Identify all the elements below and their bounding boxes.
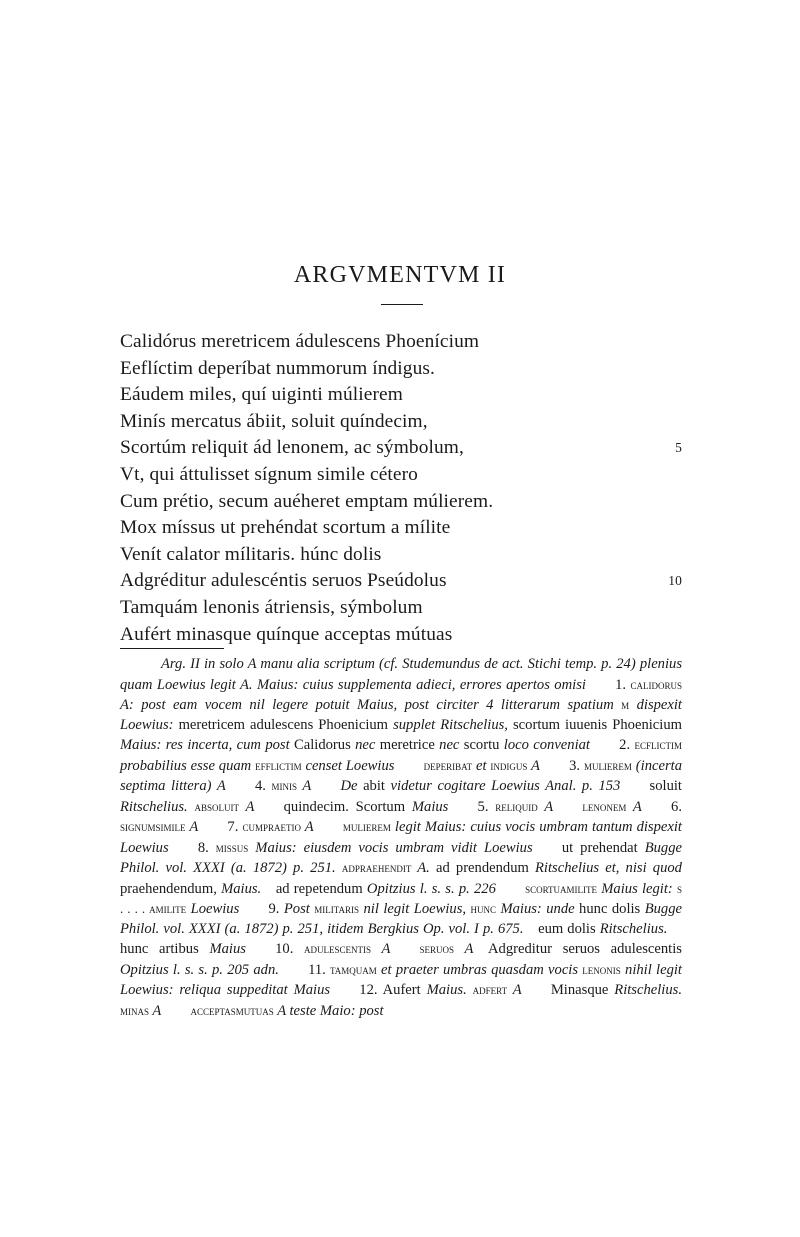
- apparatus-run: Loewius: [186, 901, 240, 918]
- apparatus-run: loco conveniat: [503, 737, 590, 754]
- verse-text: Venít calator mílitaris. húnc dolis: [120, 543, 382, 565]
- verse-text: Adgréditur adulescéntis seruos Pseúdolus: [120, 570, 447, 592]
- apparatus-run: seruos: [419, 941, 455, 957]
- apparatus-run: ecflictim: [634, 737, 682, 753]
- apparatus-run: quindecim. Scortum: [254, 798, 412, 815]
- apparatus-run: A: [300, 819, 314, 836]
- apparatus-run: Arg. II in solo A manu alia scriptum (cf. Studemundus de act. Stichi temp. p. 24) plenius quam Loewius legit A. Maius: cuius supplementa adieci, errores apertos omisi: [120, 656, 682, 693]
- apparatus-run: calidorus: [630, 676, 682, 692]
- apparatus-run: [161, 1003, 190, 1019]
- apparatus-run: ad repetendum: [261, 880, 367, 897]
- verse-text: Mox míssus ut prehéndat scortum a mílite: [120, 517, 451, 539]
- verse-line: [120, 542, 686, 569]
- apparatus-run: legit Maius: cuius vocis umbram tantum dispexit Loewius: [120, 819, 682, 856]
- verse-line: [120, 622, 686, 649]
- apparatus-run: , Maius.: [213, 880, 262, 897]
- apparatus-run: 6.: [641, 798, 682, 815]
- apparatus-run: De: [340, 778, 364, 795]
- title-rule: [381, 304, 423, 305]
- apparatus-run: indigus: [490, 757, 528, 773]
- apparatus-run: [314, 819, 343, 835]
- apparatus-run: signumsimile: [120, 819, 186, 835]
- apparatus-run: [553, 799, 582, 815]
- verse-line: [120, 515, 686, 542]
- apparatus-run: Maius: unde: [496, 901, 580, 918]
- apparatus-run: tamquam: [330, 961, 377, 977]
- apparatus-run: scortuamilite: [525, 880, 598, 896]
- apparatus-run: [390, 941, 419, 957]
- apparatus-run: abit: [363, 778, 391, 795]
- apparatus-run: Post: [283, 901, 315, 918]
- verse-line: [120, 409, 686, 436]
- apparatus-run: efflictim: [255, 757, 302, 773]
- apparatus-run: soluit: [620, 778, 682, 795]
- apparatus-run: A: [527, 757, 540, 774]
- apparatus-run: Ritschelius.: [120, 798, 195, 815]
- apparatus-run: reliquid: [495, 798, 538, 814]
- apparatus-run: A: [626, 798, 642, 815]
- verse-text: Scortúm reliquit ád lenonem, ac sýmbolum,: [120, 437, 464, 459]
- verse-text: Vt, qui áttulisset sígnum simile cétero: [120, 463, 418, 485]
- apparatus-run: Maius: [411, 798, 449, 815]
- apparatus-run: [496, 881, 525, 897]
- apparatus-run: hunc dolis: [579, 901, 645, 918]
- apparatus-run: nec: [439, 737, 464, 754]
- apparatus-run: A: [537, 798, 554, 815]
- verse-line: [120, 568, 686, 595]
- apparatus-run: censet Loewius: [301, 757, 395, 774]
- apparatus-run: adfert: [472, 982, 508, 998]
- apparatus-run: ad prendendum: [435, 860, 536, 877]
- apparatus-run: minas: [120, 1002, 150, 1018]
- apparatus-run: 4.: [225, 778, 272, 795]
- verse-text: Calidórus meretricem ádulescens Phoenícium: [120, 331, 480, 352]
- apparatus-run: nihil legit Loewius: reliqua suppeditat Maius: [120, 961, 682, 999]
- apparatus-run: militaris: [314, 901, 360, 917]
- verse-line: [120, 595, 686, 622]
- apparatus-run: A.: [411, 860, 436, 877]
- apparatus-run: ut prehendat: [532, 839, 645, 856]
- apparatus-run: cumpraetio: [242, 819, 301, 835]
- apparatus-run: A: [297, 778, 312, 795]
- line-number: 5: [675, 440, 682, 456]
- apparatus-run: A: [371, 941, 391, 958]
- apparatus-run: Adgreditur seruos adulescentis: [473, 941, 682, 958]
- apparatus-run: videtur cogitare Loewius Anal. p. 153: [390, 778, 621, 795]
- apparatus-run: missus: [215, 839, 249, 855]
- verse-line: [120, 356, 686, 383]
- apparatus-run: Maius: res incerta, cum post: [120, 737, 294, 754]
- verse-text: Aufért minasque quínque acceptas mútuas: [120, 623, 453, 645]
- apparatus-run: [311, 778, 340, 794]
- apparatus-run: mulierem: [583, 757, 632, 773]
- verse-text: Eeflíctim deperíbat nummorum índigus.: [120, 357, 435, 379]
- apparatus-run: Opitzius l. s. s. p. 205 adn.: [120, 961, 279, 978]
- line-number: 10: [668, 573, 682, 589]
- apparatus-run: Ritschelius et, nisi quod: [535, 860, 682, 877]
- apparatus-run: Maius legit:: [597, 880, 677, 897]
- apparatus-run: hunc: [470, 901, 496, 917]
- apparatus-run: lenonem: [582, 798, 627, 814]
- apparatus-run: 7.: [198, 819, 243, 836]
- apparatus-run: supplet Ritschelius,: [393, 716, 513, 733]
- apparatus-run: Maius: eiusdem vocis umbram vidit Loewius: [248, 839, 533, 856]
- apparatus-run: A: [507, 982, 522, 999]
- apparatus-run: m: [621, 697, 630, 713]
- apparatus-run: 11.: [278, 961, 331, 978]
- apparatus-run: A: [454, 941, 474, 958]
- apparatus-run: A: [238, 798, 255, 815]
- apparatus-run: (incerta septima littera) A: [120, 757, 682, 795]
- apparatus-run: [394, 758, 423, 774]
- apparatus-run: 8.: [168, 839, 216, 856]
- verse-line: [120, 435, 686, 462]
- verse-line: [120, 462, 686, 489]
- apparatus-run: eum dolis: [523, 920, 600, 937]
- footnote-rule: [120, 648, 224, 649]
- apparatus-run: absoluit: [194, 798, 239, 814]
- apparatus-run: nec: [355, 737, 380, 754]
- apparatus-run: Ritschelius.: [599, 920, 668, 937]
- apparatus-run: praehendendum: [120, 880, 214, 897]
- apparatus-run: scortum iuuenis Phoenicium: [513, 716, 682, 733]
- apparatus-run: dispexit Loewius:: [120, 697, 682, 733]
- apparatus-run: 9.: [239, 901, 284, 918]
- verse-text: Eáudem miles, quí uiginti múlierem: [120, 384, 403, 406]
- critical-apparatus: [120, 655, 682, 1021]
- apparatus-run: Calidorus: [294, 737, 356, 754]
- verse-line: [120, 382, 686, 409]
- verse-line: [120, 329, 686, 356]
- verse-text: Cum prétio, secum auéheret emptam múlierem.: [120, 490, 494, 512]
- apparatus-run: Maius.: [426, 982, 473, 999]
- apparatus-run: et: [472, 757, 491, 774]
- apparatus-run: A: post eam vocem nil legere potuit Maius, post circiter 4 litterarum spatium: [120, 697, 622, 714]
- verse-text: Minís mercatus ábiit, soluit quíndecim,: [120, 410, 428, 432]
- apparatus-run: s . . . . amilite: [120, 880, 683, 917]
- apparatus-run: adulescentis: [304, 941, 372, 957]
- apparatus-run: 1.: [585, 676, 631, 693]
- apparatus-run: 10.: [245, 941, 305, 958]
- apparatus-run: 2.: [589, 737, 635, 754]
- apparatus-run: adpraehendit: [341, 860, 412, 876]
- apparatus-run: Bugge Philol. vol. XXXI (a. 1872) p. 251, itidem Bergkius Op. vol. I p. 675.: [120, 901, 682, 937]
- verse-line: [120, 489, 686, 516]
- apparatus-run: 12. Aufert: [330, 982, 427, 999]
- apparatus-run: nil legit Loewius,: [359, 901, 471, 918]
- apparatus-run: hunc artibus: [120, 920, 682, 958]
- apparatus-run: deperibat: [423, 757, 473, 773]
- apparatus-run: probabilius esse quam: [120, 757, 256, 774]
- apparatus-run: A: [149, 1002, 162, 1019]
- apparatus-run: Bugge Philol. vol. XXXI (a. 1872) p. 251.: [120, 839, 682, 877]
- apparatus-run: A: [185, 819, 199, 836]
- apparatus-run: scortu: [463, 737, 504, 754]
- apparatus-run: 3.: [539, 757, 584, 774]
- apparatus-run: meretricem adulescens Phoenicium: [178, 716, 394, 733]
- verse-list: [120, 329, 686, 648]
- page-title: ARGVMENTVM II: [293, 262, 507, 288]
- apparatus-run: minis: [271, 778, 298, 794]
- apparatus-run: A teste Maio: post: [273, 1002, 384, 1019]
- apparatus-run: Minasque: [521, 982, 615, 999]
- apparatus-run: mulierem: [342, 819, 391, 835]
- apparatus-run: acceptasmutuas: [190, 1002, 274, 1018]
- apparatus-run: Ritschelius.: [614, 982, 682, 999]
- apparatus-run: 5.: [448, 798, 496, 815]
- apparatus-run: Maius: [209, 941, 246, 958]
- verse-text: Tamquám lenonis átriensis, sýmbolum: [120, 596, 423, 618]
- apparatus-run: Opitzius l. s. s. p. 226: [366, 880, 496, 897]
- apparatus-run: meretrice: [379, 737, 440, 754]
- apparatus-run: et praeter umbras quasdam vocis: [376, 961, 583, 978]
- apparatus-run: lenonis: [582, 961, 621, 977]
